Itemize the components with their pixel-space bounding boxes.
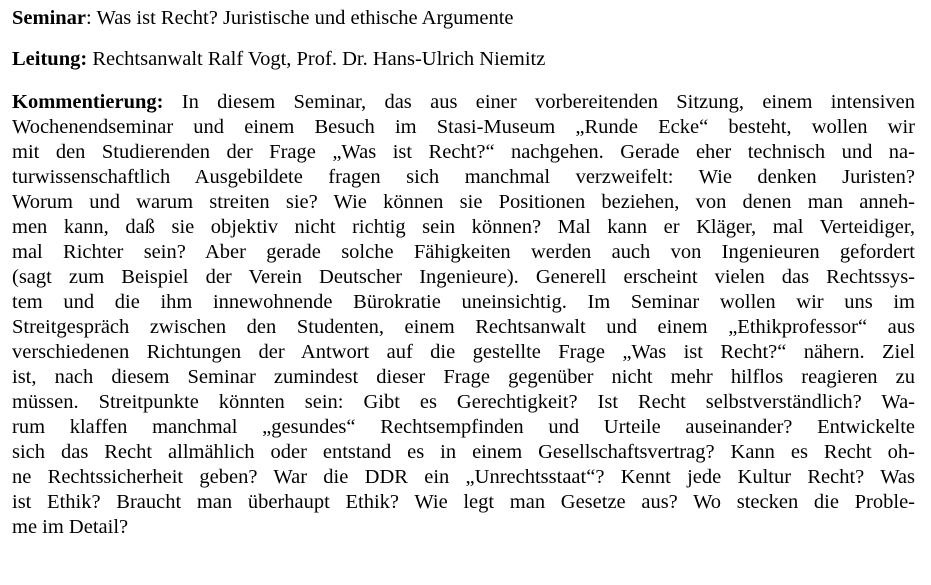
paragraph-line: ist, nach diesem Seminar zumindest dieser Frage gegenüber nicht mehr hilflos reagieren zu (12, 366, 915, 388)
leitung-value: Rechtsanwalt Ralf Vogt, Prof. Dr. Hans-Ulrich Niemitz (92, 48, 546, 70)
paragraph-line-last: me im Detail? (12, 516, 129, 538)
leitung-label: Leitung: (12, 48, 88, 70)
paragraph-line: sich das Recht allmählich oder entstand es in einem Gesellschaftsvertrag? Kann es Recht oh- (12, 441, 915, 463)
paragraph-line: tem und die ihm innewohnende Bürokratie uneinsichtig. Im Seminar wollen wir uns im (12, 291, 915, 313)
paragraph-line: Worum und warum streiten sie? Wie können sie Positionen beziehen, von denen man anneh- (12, 191, 915, 213)
kommentierung-line-1 (12, 90, 915, 114)
paragraph-line: rum klaffen manchmal „gesundes“ Rechtsempfinden und Urteile auseinander? Entwickelte (12, 416, 915, 438)
paragraph-line: Streitgespräch zwischen den Studenten, einem Rechtsanwalt und einem „Ethikprofessor“ aus (12, 316, 915, 338)
seminar-title: Was ist Recht? Juristische und ethische Argumente (96, 7, 514, 29)
paragraph-line: (sagt zum Beispiel der Verein Deutscher Ingenieure). Generell erscheint vielen das Rechtssys- (12, 266, 915, 288)
paragraph-line: mal Richter sein? Aber gerade solche Fähigkeiten werden auch von Ingenieuren gefordert (12, 241, 915, 263)
paragraph-line: turwissenschaftlich Ausgebildete fragen sich manchmal verzweifelt: Wie denken Juristen? (12, 166, 915, 188)
paragraph-line: müssen. Streitpunkte könnten sein: Gibt es Gerechtigkeit? Ist Recht selbstverständlich? Wa- (12, 391, 915, 413)
paragraph-line: In diesem Seminar, das aus einer vorbereitenden Sitzung, einem intensiven (181, 91, 915, 113)
seminar-line (12, 6, 514, 30)
paragraph-line: mit den Studierenden der Frage „Was ist Recht?“ nachgehen. Gerade eher technisch und na- (12, 141, 915, 163)
kommentierung-label: Kommentierung: (12, 91, 164, 113)
paragraph-line: men kann, daß sie objektiv nicht richtig sein können? Mal kann er Kläger, mal Verteidiger, (12, 216, 915, 238)
paragraph-line: Wochenendseminar und einem Besuch im Stasi-Museum „Runde Ecke“ besteht, wollen wir (12, 116, 915, 138)
paragraph-line: ist Ethik? Braucht man überhaupt Ethik? Wie legt man Gesetze aus? Wo stecken die Proble- (12, 491, 915, 513)
leitung-line (12, 47, 545, 71)
seminar-label: Seminar (12, 7, 87, 29)
seminar-separator: : (86, 7, 92, 29)
paragraph-line: verschiedenen Richtungen der Antwort auf die gestellte Frage „Was ist Recht?“ nähern. Ziel (12, 341, 915, 363)
paragraph-line: ne Rechtssicherheit geben? War die DDR ein „Unrechtsstaat“? Kennt jede Kultur Recht? Was (12, 466, 915, 488)
